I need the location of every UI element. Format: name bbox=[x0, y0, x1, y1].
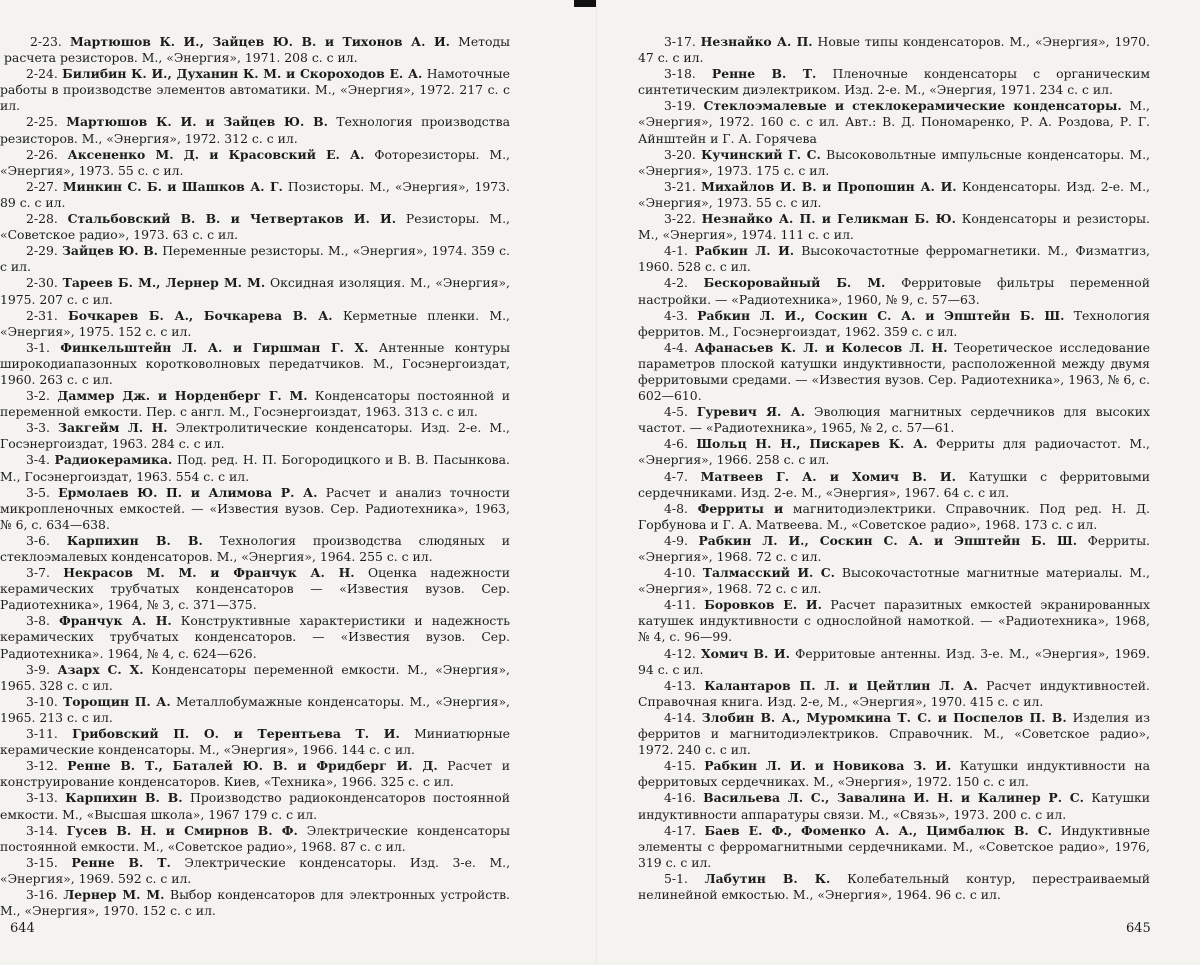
entry-authors: Гусев В. Н. и Смирнов В. Ф. bbox=[66, 822, 298, 838]
entry-text: Электрические конденсаторы. Изд. 3-е. М., «Энергия», 1969. 592 с. с ил. bbox=[0, 854, 511, 886]
entry-text: Катушки индуктивности аппаратуры связи. М., «Связь», 1973. 200 с. с ил. bbox=[638, 790, 1150, 822]
bibliography-entry bbox=[638, 243, 1150, 275]
entry-authors: Даммер Дж. и Норденберг Г. М. bbox=[57, 388, 308, 404]
entry-authors: Афанасьев К. Л. и Колесов Л. Н. bbox=[694, 339, 948, 355]
entry-authors: Стальбовский В. В. и Четвертаков И. И. bbox=[67, 211, 397, 227]
bibliography-entry bbox=[0, 308, 510, 340]
entry-number: 4-9. bbox=[664, 532, 688, 548]
entry-authors: Лабутин В. К. bbox=[704, 870, 831, 886]
entry-number: 4-8. bbox=[664, 500, 688, 516]
entry-number: 4-11. bbox=[664, 597, 696, 613]
entry-number: 3-13. bbox=[26, 790, 58, 806]
entry-authors: Закгейм Л. Н. bbox=[58, 420, 168, 436]
bibliography-entry bbox=[638, 147, 1150, 179]
bibliography-entry bbox=[0, 179, 510, 211]
bibliography-entry bbox=[0, 243, 510, 275]
entry-number: 4-1. bbox=[664, 243, 688, 259]
entry-text: Электрические конденсаторы постоянной емкости. М., «Советское радио», 1968. 87 с. с ил. bbox=[0, 822, 510, 854]
entry-text: Конструктивные характеристики и надежность керамических трубчатых конденсаторов. — «Известия вузов. Сер. Радиотехника». 1964, № 4, с. 624—626. bbox=[0, 613, 510, 661]
entry-text: Переменные резисторы. М., «Энергия», 1974. 359 с. с ил. bbox=[0, 243, 510, 275]
entry-text: Миниатюрные керамические конденсаторы. М., «Энергия», 1966. 144 с. с ил. bbox=[0, 726, 510, 758]
entry-text: Конденсаторы и резисторы. М., «Энергия», 1974. 111 с. с ил. bbox=[638, 211, 1150, 243]
entry-text: Металлобумажные конденсаторы. М., «Энергия», 1965. 213 с. с ил. bbox=[0, 693, 510, 725]
entry-number: 4-6. bbox=[664, 436, 688, 452]
entry-authors: Хомич В. И. bbox=[701, 645, 790, 661]
entry-text: Изделия из ферритов и магнитодиэлектриков. Справочник. М., «Советское радио», 1972. 240 с. с ил. bbox=[638, 709, 1150, 758]
entry-number: 2-24. bbox=[26, 66, 58, 82]
binding-mark bbox=[574, 0, 596, 7]
entry-number: 4-15. bbox=[664, 758, 696, 774]
entry-text: Керметные пленки. М., «Энергия», 1975. 152 с. с ил. bbox=[0, 307, 510, 339]
bibliography-entry bbox=[0, 388, 510, 420]
entry-text: Технология производства резисторов. М., «Энергия», 1972. 312 с. с ил. bbox=[0, 114, 510, 146]
entry-text: Ферриты для радиочастот. М., «Энергия», 1966. 258 с. с ил. bbox=[638, 436, 1150, 468]
entry-number: 3-5. bbox=[26, 484, 50, 500]
entry-authors: Карпихин В. В. bbox=[65, 790, 183, 806]
entry-text: Расчет индуктивностей. Справочная книга. Изд. 2-е, М., «Энергия», 1970. 415 с. с ил. bbox=[638, 677, 1150, 709]
bibliography-entry bbox=[0, 533, 510, 565]
entry-text: Под. ред. Н. П. Богородицкого и В. В. Пасынкова. М., Госэнергоиздат, 1963. 554 с. с ил. bbox=[0, 452, 510, 484]
bibliography-entry bbox=[638, 275, 1150, 307]
entry-authors: Зайцев Ю. В. bbox=[61, 243, 158, 259]
entry-number: 3-21. bbox=[664, 178, 696, 194]
entry-text: Ферритовые фильтры переменной настройки. — «Радиотехника», 1960, № 9, с. 57—63. bbox=[638, 275, 1150, 307]
entry-number: 4-14. bbox=[664, 709, 696, 725]
entry-authors: Незнайко А. П. bbox=[700, 34, 813, 49]
entry-number: 3-8. bbox=[26, 613, 50, 629]
entry-text: Выбор конденсаторов для электронных устройств. М., «Энергия», 1970. 152 с. с ил. bbox=[0, 886, 510, 919]
entry-authors: Рабкин Л. И., Соскин С. А. и Эпштейн Б. Ш. bbox=[698, 532, 1078, 548]
entry-number: 3-3. bbox=[26, 420, 50, 436]
bibliography-entry bbox=[0, 485, 510, 533]
entry-text: Намоточные работы в производстве элементов автоматики. М., «Энергия», 1972. 217 с. с ил. bbox=[0, 66, 510, 114]
bibliography-entry bbox=[638, 758, 1150, 790]
entry-text: Расчет паразитных емкостей экранированных катушек индуктивности с однослойной намоткой. — «Радиотехника», 1968, № 4, с. 96—99. bbox=[638, 597, 1150, 645]
entry-number: 4-2. bbox=[664, 275, 688, 291]
entry-text: Фоторезисторы. М., «Энергия», 1973. 55 с. с ил. bbox=[0, 146, 510, 178]
entry-authors: Ренне В. Т. bbox=[711, 66, 817, 82]
entry-number: 3-1. bbox=[26, 339, 50, 355]
entry-authors: Васильева Л. С., Завалина И. Н. и Калинер Р. С. bbox=[703, 790, 1084, 806]
entry-text: Оксидная изоляция. М., «Энергия», 1975. 207 с. с ил. bbox=[0, 275, 510, 307]
entry-authors: Лернер М. М. bbox=[63, 886, 165, 902]
book-gutter bbox=[596, 0, 597, 965]
entry-text: Ферриты. «Энергия», 1968. 72 с. с ил. bbox=[638, 532, 1150, 564]
entry-text: Расчет и конструирование конденсаторов. Киев, «Техника», 1966. 325 с. с ил. bbox=[0, 758, 510, 790]
entry-number: 3-10. bbox=[26, 693, 58, 709]
entry-number: 3-16. bbox=[26, 886, 58, 902]
bibliography-entry bbox=[638, 66, 1150, 98]
bibliography-entry bbox=[0, 211, 510, 243]
entry-authors: Бескоровайный Б. М. bbox=[703, 275, 886, 291]
entry-text: Резисторы. М., «Советское радио», 1973. 63 с. с ил. bbox=[0, 211, 510, 243]
entry-authors: Рабкин Л. И., Соскин С. А. и Эпштейн Б. Ш. bbox=[697, 307, 1065, 323]
left-page-bibliography bbox=[0, 34, 510, 919]
entry-authors: Некрасов М. М. и Франчук А. Н. bbox=[63, 565, 355, 581]
entry-text: Методы расчета резисторов. М., «Энергия», 1971. 208 с. с ил. bbox=[4, 34, 510, 66]
bibliography-entry bbox=[0, 613, 510, 661]
entry-number: 4-5. bbox=[664, 404, 688, 420]
entry-number: 2-27. bbox=[26, 178, 58, 194]
bibliography-entry bbox=[638, 790, 1150, 822]
entry-text: магнитодиэлектрики. Справочник. Под ред. Н. Д. Горбунова и Г. А. Матвеева. М., «Советское радио», 1968. 173 с. с ил. bbox=[638, 500, 1150, 532]
entry-text: Производство радиоконденсаторов постоянной емкости. М., «Высшая школа», 1967 179 с. с ил. bbox=[0, 790, 510, 822]
entry-authors: Торощин П. А. bbox=[63, 693, 171, 709]
bibliography-entry bbox=[638, 340, 1150, 404]
entry-text: Высокочастотные ферромагнетики. М., Физматгиз, 1960. 528 с. с ил. bbox=[638, 243, 1150, 275]
entry-number: 3-14. bbox=[26, 822, 58, 838]
entry-text: Расчет и анализ точности микропленочных емкостей. — «Известия вузов. Сер. Радиотехника», 1963, № 6, с. 634—638. bbox=[0, 484, 510, 532]
bibliography-entry bbox=[0, 340, 510, 388]
bibliography-entry bbox=[0, 662, 510, 694]
entry-number: 3-15. bbox=[26, 854, 58, 870]
entry-text: Теоретическое исследование параметров плоской катушки индуктивности, расположенной между двумя ферритовыми средами. — «Известия вузов. Сер. Радиотехника», 1963, № 6, с. 602—610. bbox=[638, 339, 1150, 404]
entry-authors: Тареев Б. М., Лернер М. М. bbox=[62, 275, 266, 291]
bibliography-entry bbox=[0, 726, 510, 758]
entry-number: 3-20. bbox=[664, 146, 696, 162]
entry-text: Антенные контуры широкодиапазонных коротковолновых передатчиков. М., Госэнергоиздат, 1960. 263 с. с ил. bbox=[0, 339, 510, 387]
entry-text: М., «Энергия», 1972. 160 с. с ил. Авт.: В. Д. Пономаренко, Р. А. Роздова, Р. Г. Айнштейн и Г. А. Горячева bbox=[638, 98, 1150, 146]
entry-number: 2-28. bbox=[26, 211, 58, 227]
entry-text: Катушки индуктивности на ферритовых сердечниках. М., «Энергия», 1972. 150 с. с ил. bbox=[638, 758, 1150, 790]
entry-authors: Боровков Е. И. bbox=[704, 597, 822, 613]
entry-number: 3-7. bbox=[26, 565, 50, 581]
bibliography-entry bbox=[0, 855, 510, 887]
bibliography-entry bbox=[638, 678, 1150, 710]
entry-number: 2-31. bbox=[26, 307, 58, 323]
entry-number: 3-11. bbox=[26, 726, 58, 742]
entry-number: 3-17. bbox=[664, 34, 696, 49]
entry-text: Новые типы конденсаторов. М., «Энергия», 1970. 47 с. с ил. bbox=[638, 34, 1150, 66]
entry-authors: Билибин К. И., Духанин К. М. и Скороходов Е. А. bbox=[62, 66, 423, 82]
entry-text: Индуктивные элементы с ферромагнитными сердечниками. М., «Советское радио», 1976, 319 с. с ил. bbox=[638, 822, 1150, 870]
bibliography-entry bbox=[0, 275, 510, 307]
entry-number: 4-16. bbox=[664, 790, 696, 806]
entry-authors: Рабкин Л. И. и Новикова З. И. bbox=[704, 758, 952, 774]
entry-authors: Шольц Н. Н., Пискарев К. А. bbox=[696, 436, 928, 452]
bibliography-entry bbox=[0, 694, 510, 726]
bibliography-entry bbox=[0, 147, 510, 179]
entry-text: Технология ферритов. М., Госэнергоиздат, 1962. 359 с. с ил. bbox=[638, 307, 1150, 339]
entry-authors: Злобин В. А., Муромкина Т. С. и Поспелов П. В. bbox=[701, 709, 1067, 725]
entry-number: 3-19. bbox=[664, 98, 696, 114]
entry-authors: Ферриты и bbox=[697, 500, 784, 516]
bibliography-entry bbox=[638, 501, 1150, 533]
bibliography-entry bbox=[638, 823, 1150, 871]
entry-text: Позисторы. М., «Энергия», 1973. 89 с. с ил. bbox=[0, 178, 510, 210]
bibliography-entry bbox=[638, 179, 1150, 211]
entry-number: 3-12. bbox=[26, 758, 58, 774]
entry-number: 3-18. bbox=[664, 66, 696, 82]
entry-authors: Грибовский П. О. и Терентьева Т. И. bbox=[72, 726, 400, 742]
bibliography-entry bbox=[638, 646, 1150, 678]
bibliography-entry bbox=[638, 469, 1150, 501]
entry-number: 4-12. bbox=[664, 645, 696, 661]
entry-text: Оценка надежности керамических трубчатых конденсаторов — «Известия вузов. Сер. Радиотехника», 1964, № 3, с. 371—375. bbox=[0, 565, 510, 613]
bibliography-entry bbox=[638, 98, 1150, 146]
entry-number: 3-22. bbox=[664, 211, 696, 227]
entry-authors: Ермолаев Ю. П. и Алимова Р. А. bbox=[58, 484, 318, 500]
entry-authors: Баев Е. Ф., Фоменко А. А., Цимбалюк В. С. bbox=[704, 822, 1052, 838]
bibliography-entry bbox=[0, 823, 510, 855]
entry-authors: Азарх С. Х. bbox=[57, 661, 144, 677]
entry-authors: Гуревич Я. А. bbox=[696, 404, 806, 420]
bibliography-entry bbox=[0, 114, 510, 146]
right-page-bibliography bbox=[638, 34, 1150, 903]
entry-authors: Радиокерамика. bbox=[54, 452, 173, 468]
bibliography-entry bbox=[638, 710, 1150, 758]
entry-number: 4-10. bbox=[664, 565, 696, 581]
entry-number: 4-3. bbox=[664, 307, 688, 323]
bibliography-entry bbox=[638, 211, 1150, 243]
entry-text: Технология производства слюдяных и стеклоэмалевых конденсаторов. М., «Энергия», 1964. 255 с. с ил. bbox=[0, 532, 510, 564]
entry-text: Катушки с ферритовыми сердечниками. Изд. 2-е. М., «Энергия», 1967. 64 с. с ил. bbox=[638, 468, 1150, 500]
entry-number: 4-13. bbox=[664, 677, 696, 693]
entry-text: Пленочные конденсаторы с органическим синтетическим диэлектриком. Изд. 2-е. М., «Энергия, 1971. 234 с. с ил. bbox=[638, 66, 1151, 98]
entry-authors: Кучинский Г. С. bbox=[701, 146, 821, 162]
entry-authors: Мартюшов К. И. и Зайцев Ю. В. bbox=[66, 114, 328, 130]
entry-text: Высокочастотные магнитные материалы. М., «Энергия», 1968. 72 с. с ил. bbox=[638, 565, 1150, 597]
entry-authors: Стеклоэмалевые и стеклокерамические конденсаторы. bbox=[703, 98, 1122, 114]
entry-number: 2-26. bbox=[26, 146, 58, 162]
entry-text: Конденсаторы переменной емкости. М., «Энергия», 1965. 328 с. с ил. bbox=[0, 661, 510, 693]
bibliography-entry bbox=[0, 66, 510, 114]
entry-text: Колебательный контур, перестраиваемый нелинейной емкостью. М., «Энергия», 1964. 96 с. с ил. bbox=[638, 870, 1150, 902]
entry-authors: Матвеев Г. А. и Хомич В. И. bbox=[700, 468, 956, 484]
entry-number: 5-1. bbox=[664, 870, 688, 886]
entry-authors: Ренне В. Т., Баталей Ю. В. и Фридберг И. Д. bbox=[67, 758, 438, 774]
entry-authors: Рабкин Л. И. bbox=[695, 243, 795, 259]
entry-authors: Карпихин В. В. bbox=[66, 532, 203, 548]
entry-authors: Финкельштейн Л. А. и Гиршман Г. Х. bbox=[60, 339, 369, 355]
bibliography-entry bbox=[0, 34, 510, 66]
entry-number: 3-2. bbox=[26, 388, 50, 404]
entry-text: Эволюция магнитных сердечников для высоких частот. — «Радиотехника», 1965, № 2, с. 57—61. bbox=[638, 404, 1150, 436]
entry-authors: Аксененко М. Д. и Красовский Е. А. bbox=[67, 146, 365, 162]
page-number-left: 644 bbox=[10, 921, 35, 936]
bibliography-entry bbox=[0, 565, 510, 613]
entry-number: 3-9. bbox=[26, 661, 50, 677]
bibliography-entry bbox=[0, 790, 510, 822]
entry-number: 4-7. bbox=[664, 468, 688, 484]
entry-number: 3-4. bbox=[26, 452, 50, 468]
entry-text: Электролитические конденсаторы. Изд. 2-е. М., Госэнергоиздат, 1963. 284 с. с ил. bbox=[0, 420, 510, 452]
bibliography-entry bbox=[0, 758, 510, 790]
entry-authors: Калантаров П. Л. и Цейтлин Л. А. bbox=[704, 677, 978, 693]
entry-text: Конденсаторы постоянной и переменной емкости. Пер. с англ. М., Госэнергоиздат, 1963. 313 с. с ил. bbox=[0, 388, 510, 420]
bibliography-entry bbox=[638, 597, 1150, 645]
page-number-right: 645 bbox=[1126, 921, 1151, 936]
entry-number: 2-25. bbox=[26, 114, 58, 130]
entry-authors: Мартюшов К. И., Зайцев Ю. В. и Тихонов А. И. bbox=[69, 34, 450, 49]
bibliography-entry bbox=[638, 436, 1150, 468]
bibliography-entry bbox=[0, 420, 510, 452]
entry-authors: Талмасский И. С. bbox=[702, 565, 835, 581]
entry-text: Ферритовые антенны. Изд. 3-е. М., «Энергия», 1969. 94 с. с ил. bbox=[638, 645, 1150, 677]
entry-number: 2-30. bbox=[26, 275, 58, 291]
entry-text: Высоковольтные импульсные конденсаторы. М., «Энергия», 1973. 175 с. с ил. bbox=[638, 146, 1150, 178]
entry-number: 3-6. bbox=[26, 532, 50, 548]
entry-number: 4-17. bbox=[664, 822, 696, 838]
entry-number: 2-23. bbox=[30, 34, 62, 49]
entry-authors: Незнайко А. П. и Геликман Б. Ю. bbox=[701, 211, 956, 227]
bibliography-entry bbox=[638, 308, 1150, 340]
entry-number: 2-29. bbox=[26, 243, 58, 259]
entry-authors: Михайлов И. В. и Пропошин А. И. bbox=[701, 178, 957, 194]
bibliography-entry bbox=[638, 533, 1150, 565]
bibliography-entry bbox=[638, 34, 1150, 66]
entry-authors: Минкин С. Б. и Шашков А. Г. bbox=[62, 178, 283, 194]
bibliography-entry bbox=[0, 887, 510, 919]
entry-text: Конденсаторы. Изд. 2-е. М., «Энергия», 1973. 55 с. с ил. bbox=[638, 178, 1150, 210]
bibliography-entry bbox=[0, 452, 510, 484]
entry-authors: Бочкарев Б. А., Бочкарева В. А. bbox=[68, 307, 333, 323]
bibliography-entry bbox=[638, 871, 1150, 903]
bibliography-entry bbox=[638, 404, 1150, 436]
entry-number: 4-4. bbox=[664, 339, 688, 355]
entry-authors: Франчук А. Н. bbox=[58, 613, 172, 629]
entry-authors: Ренне В. Т. bbox=[71, 854, 171, 870]
bibliography-entry bbox=[638, 565, 1150, 597]
